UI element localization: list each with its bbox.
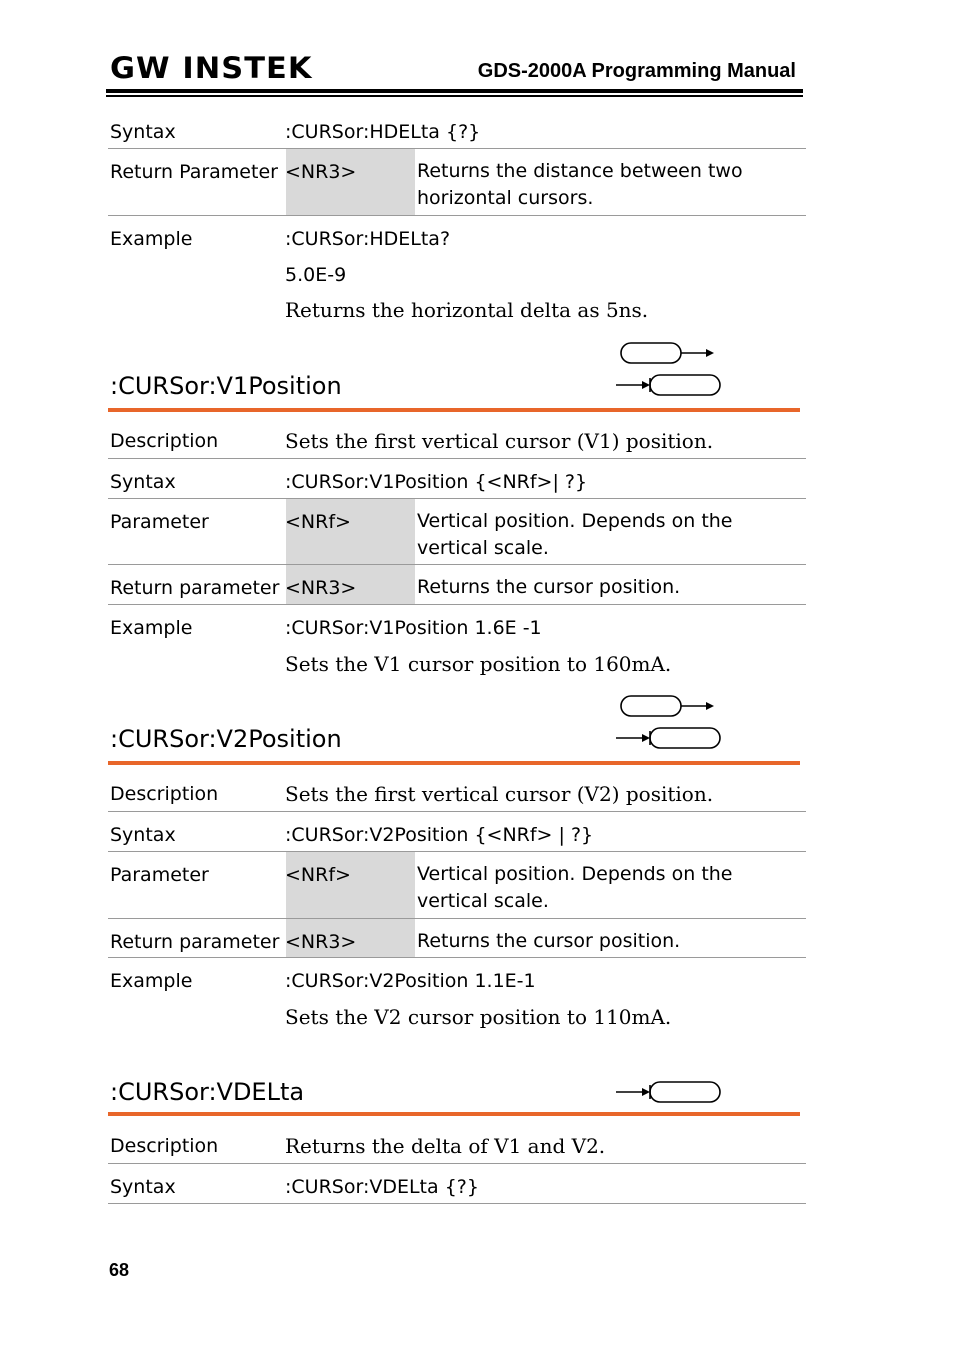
section-rule — [108, 1112, 800, 1116]
row-divider — [108, 564, 806, 565]
query-only-icon — [614, 1078, 724, 1106]
description-text: Sets the first vertical cursor (V1) position. — [285, 429, 714, 453]
manual-title: GDS-2000A Programming Manual — [477, 60, 796, 82]
row-divider — [108, 1203, 806, 1204]
return-parameter-label: Return parameter — [110, 577, 280, 599]
section-title-v2position: :CURSor:V2Position — [110, 725, 342, 753]
return-parameter-type: <NR3> — [285, 931, 357, 953]
example-label: Example — [110, 617, 193, 639]
example-label: Example — [110, 970, 193, 992]
set-icon — [621, 343, 714, 363]
parameter-label: Parameter — [110, 864, 209, 886]
query-icon — [616, 1082, 720, 1102]
syntax-value: :CURSor:VDELta {?} — [285, 1176, 479, 1198]
row-divider — [108, 918, 806, 919]
row-divider — [108, 498, 806, 499]
syntax-label: Syntax — [110, 1176, 176, 1198]
section-title-vdelta: :CURSor:VDELta — [110, 1078, 305, 1106]
syntax-value: :CURSor:V2Position {<NRf> | ?} — [285, 824, 594, 846]
set-query-icon — [614, 340, 724, 400]
row-divider — [108, 1163, 806, 1164]
return-parameter-label: Return Parameter — [110, 161, 278, 183]
parameter-type: <NRf> — [285, 511, 351, 533]
example-note: Returns the horizontal delta as 5ns. — [285, 298, 649, 322]
parameter-type: <NRf> — [285, 864, 351, 886]
page-number: 68 — [109, 1260, 130, 1280]
row-divider — [108, 957, 806, 958]
description-label: Description — [110, 783, 219, 805]
syntax-value: :CURSor:HDELta {?} — [285, 121, 481, 143]
syntax-label: Syntax — [110, 121, 176, 143]
row-divider — [108, 148, 806, 149]
query-icon — [616, 728, 720, 748]
brand-logo: GW INSTEK — [110, 51, 313, 85]
row-divider — [108, 458, 806, 459]
set-query-icon — [614, 693, 724, 753]
row-divider — [108, 604, 806, 605]
return-parameter-desc: Returns the cursor position. — [417, 576, 681, 598]
return-parameter-desc: Returns the cursor position. — [417, 930, 681, 952]
description-text: Sets the first vertical cursor (V2) position. — [285, 782, 714, 806]
description-label: Description — [110, 1135, 219, 1157]
parameter-desc: Vertical position. Depends on the vertical scale. — [417, 863, 733, 912]
syntax-label: Syntax — [110, 471, 176, 493]
syntax-label: Syntax — [110, 824, 176, 846]
parameter-desc: Vertical position. Depends on the vertical scale. — [417, 510, 733, 559]
example-note: Sets the V2 cursor position to 110mA. — [285, 1005, 672, 1029]
return-parameter-type: <NR3> — [285, 161, 357, 183]
example-label: Example — [110, 228, 193, 250]
example-response: 5.0E-9 — [285, 264, 347, 286]
set-icon — [621, 696, 714, 716]
header-rule — [106, 89, 803, 93]
header-rule-thin — [106, 95, 803, 97]
parameter-label: Parameter — [110, 511, 209, 533]
example-query: :CURSor:HDELta? — [285, 228, 451, 250]
example-command: :CURSor:V2Position 1.1E-1 — [285, 970, 536, 992]
return-parameter-label: Return parameter — [110, 931, 280, 953]
section-rule — [108, 761, 800, 765]
example-note: Sets the V1 cursor position to 160mA. — [285, 652, 672, 676]
section-rule — [108, 408, 800, 412]
description-label: Description — [110, 430, 219, 452]
query-icon — [616, 375, 720, 395]
return-parameter-type: <NR3> — [285, 577, 357, 599]
return-parameter-desc: Returns the distance between two horizontal cursors. — [417, 160, 743, 209]
row-divider — [108, 215, 806, 216]
row-divider — [108, 811, 806, 812]
section-title-v1position: :CURSor:V1Position — [110, 372, 342, 400]
description-text: Returns the delta of V1 and V2. — [285, 1134, 606, 1158]
syntax-value: :CURSor:V1Position {<NRf>| ?} — [285, 471, 588, 493]
example-command: :CURSor:V1Position 1.6E -1 — [285, 617, 542, 639]
row-divider — [108, 851, 806, 852]
